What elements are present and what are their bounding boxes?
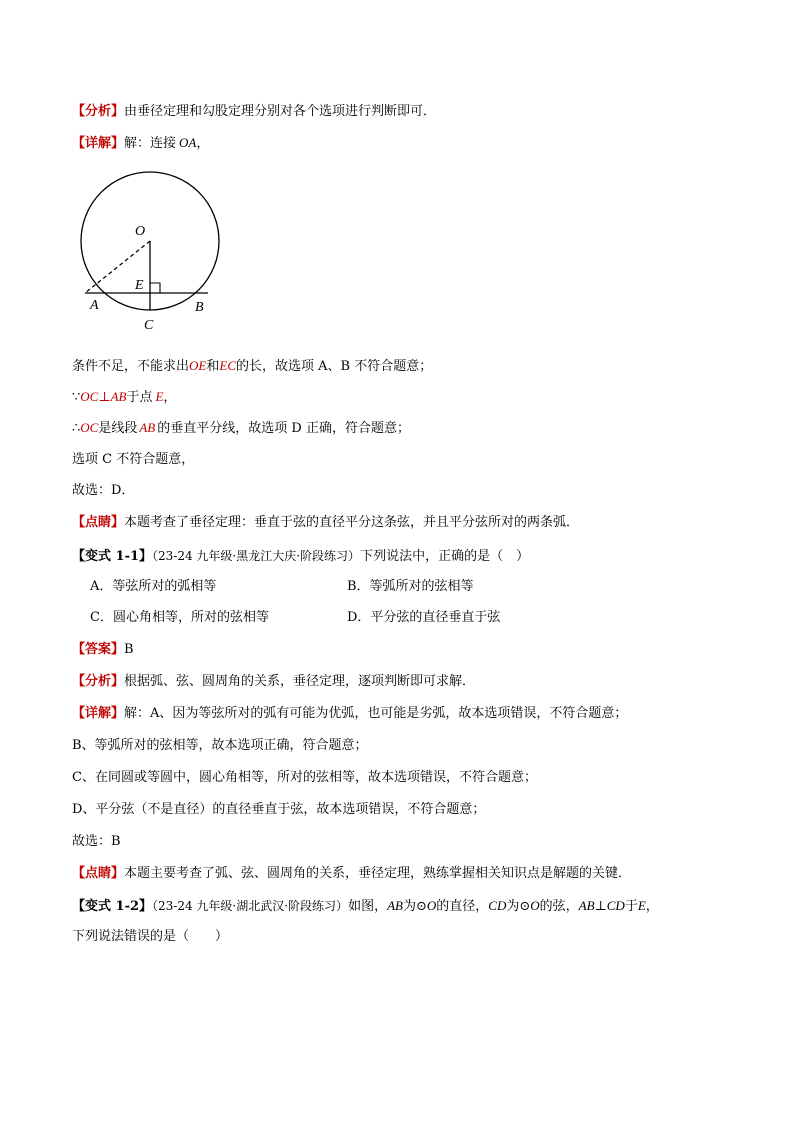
variant2-var-cd: CD [488, 898, 507, 913]
variant2-text-c: 的直径， [436, 899, 489, 914]
variant1-answer-line [72, 641, 134, 659]
therefore-text-b: 的垂直平分线，故选项 D 正确，符合题意； [157, 421, 410, 436]
label-a: A [90, 298, 99, 313]
condition-line [72, 357, 432, 376]
therefore-line [72, 419, 410, 438]
variant1-detail-text: 解：A、因为等弦所对的弧有可能为优弧，也可能是劣弧，故本选项错误，不符合题意； [124, 706, 628, 721]
var-oe: OE [189, 358, 207, 373]
variant1-choose: 故选：B [72, 834, 121, 849]
variant1-analysis-tag: 【分析】 [72, 674, 125, 689]
variant2-source: （23-24 九年级·湖北武汉·阶段练习） [152, 899, 349, 913]
variant2-text-d: 为 [506, 899, 520, 914]
condition-text-c: 的长，故选项 A、B 不符合题意； [236, 359, 433, 374]
variant1-option-c: C．圆心角相等，所对的弦相等 [90, 610, 269, 625]
comment-tag: 【点睛】 [72, 515, 125, 530]
variant1-comment-text: 本题主要考查了弧、弦、圆周角的关系，垂径定理，熟练掌握相关知识点是解题的关键． [124, 866, 632, 881]
variant1-question [72, 547, 529, 566]
variant2-question [72, 897, 659, 916]
because-comma: ， [163, 390, 177, 405]
answer-tag: 【答案】 [72, 642, 125, 657]
detail-line [72, 134, 209, 153]
variant2-text-g: ， [645, 899, 659, 914]
because-symbol: ∵ [72, 390, 81, 405]
condition-text-a: 条件不足，不能求出 [72, 359, 190, 374]
comment-line [72, 514, 579, 532]
var-oc-perp-ab: OC⊥AB [80, 389, 127, 404]
variant2-var-circle-o-2: ⊙O [519, 898, 540, 913]
option-c-line: 选项 C 不符合题意， [72, 452, 195, 467]
therefore-symbol: ∴ [72, 421, 81, 436]
variant2-var-ab-perp-cd: AB⊥CD [578, 898, 625, 913]
var-ab: AB [139, 420, 156, 435]
label-c: C [144, 318, 154, 333]
variant2-text-f: 于 [624, 899, 638, 914]
label-e: E [135, 278, 144, 293]
variant2-var-e: E [637, 898, 646, 913]
right-angle-mark [150, 283, 160, 293]
variant1-option-b: B．等弧所对的弦相等 [347, 579, 474, 594]
variant1-detail-b: B、等弧所对的弦相等，故本选项正确，符合题意； [72, 738, 368, 753]
analysis-line [72, 103, 436, 121]
variant2-var-circle-o: ⊙O [415, 898, 437, 913]
analysis-tag: 【分析】 [72, 104, 125, 119]
detail-prefix: 解：连接 [124, 136, 177, 151]
variant2-text-e: 的弦， [539, 899, 579, 914]
label-b: B [195, 300, 204, 315]
variant1-detail-d: D、平分弦（不是直径）的直径垂直于弦，故本选项错误，不符合题意； [72, 802, 486, 817]
detail-suffix: ， [196, 136, 210, 151]
circle-figure [72, 165, 242, 335]
choose-line: 故选：D． [72, 483, 135, 498]
var-ec: EC [219, 358, 236, 373]
answer-value: B [124, 642, 134, 657]
variant1-option-a: A．等弦所对的弧相等 [90, 579, 217, 594]
variant1-detail-c: C、在同圆或等圆中，圆心角相等，所对的弦相等，故本选项错误，不符合题意； [72, 770, 537, 785]
variant1-detail-line [72, 705, 627, 723]
variant1-analysis-line [72, 673, 475, 691]
therefore-text-a: 是线段 [98, 421, 138, 436]
var-e: E [155, 389, 164, 404]
condition-text-b: 和 [206, 359, 220, 374]
label-o: O [135, 224, 146, 239]
variant2-var-ab: AB [387, 898, 403, 913]
variant1-analysis-text: 根据弧、弦、圆周角的关系，垂径定理，逐项判断即可求解． [124, 674, 476, 689]
var-oc: OC [80, 420, 99, 435]
variant1-question-text: 下列说法中，正确的是（ ） [360, 549, 530, 564]
variant1-comment-tag: 【点睛】 [72, 866, 125, 881]
detail-tag: 【详解】 [72, 136, 125, 151]
variant2-text-b: 为 [402, 899, 416, 914]
because-text: 于点 [126, 390, 153, 405]
variant2-question-line2: 下列说法错误的是（ ） [72, 929, 229, 944]
detail-var: OA [179, 135, 197, 150]
variant1-source: （23-24 九年级·黑龙江大庆·阶段练习） [152, 549, 361, 563]
because-line [72, 388, 176, 407]
variant1-detail-tag: 【详解】 [72, 706, 125, 721]
analysis-text: 由垂径定理和勾股定理分别对各个选项进行判断即可． [124, 104, 437, 119]
variant2-text-a: 如图， [348, 899, 388, 914]
comment-text: 本题考查了垂径定理：垂直于弦的直径平分这条弦，并且平分弦所对的两条弧． [124, 515, 580, 530]
variant1-tag: 【变式 1-1】 [72, 549, 153, 564]
variant1-comment-line [72, 865, 631, 883]
variant1-option-d: D．平分弦的直径垂直于弦 [347, 610, 501, 625]
variant2-tag: 【变式 1-2】 [72, 899, 153, 914]
